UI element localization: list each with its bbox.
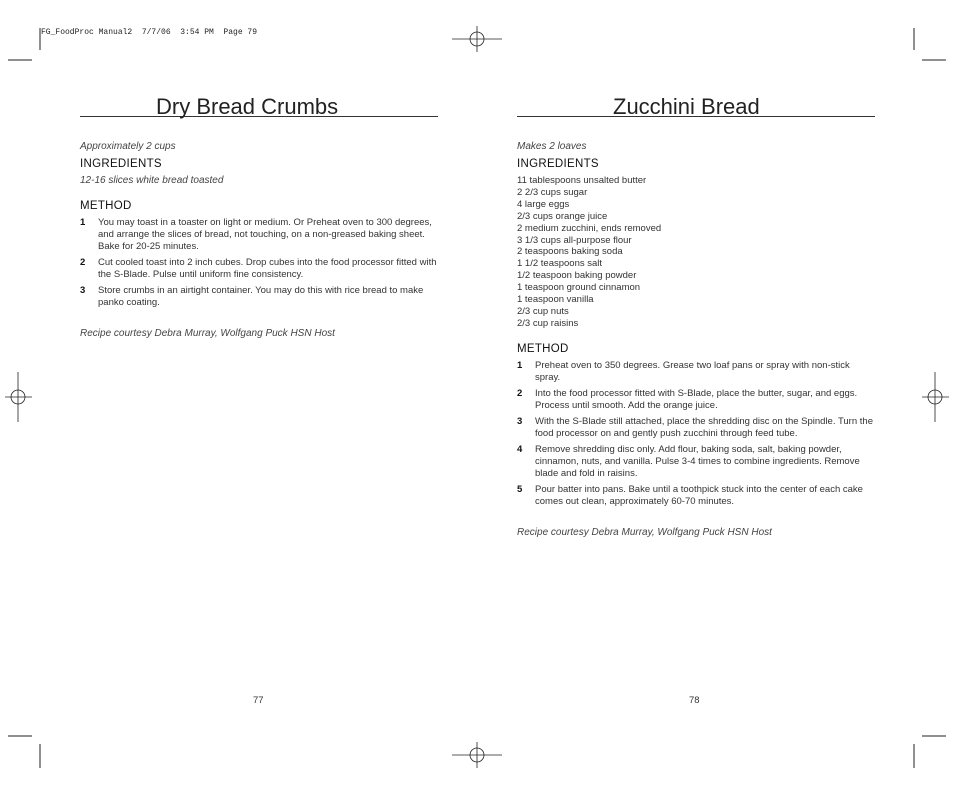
method-step: [80, 217, 438, 253]
registration-mark-bottom: [452, 742, 502, 768]
step-number: 2: [80, 257, 86, 268]
step-number: 1: [80, 217, 86, 228]
step-text: Into the food processor fitted with S-Blade, place the butter, sugar, and eggs. Process until smooth. Add the orange juice.: [535, 387, 858, 411]
method-step: [517, 360, 875, 384]
step-number: 4: [517, 443, 523, 455]
ingredient-item: 3 1/3 cups all-purpose flour: [517, 234, 632, 246]
ingredient-item: 1 1/2 teaspoons salt: [517, 258, 603, 270]
page-number: 77: [253, 695, 264, 706]
ingredient-item: 2/3 cup nuts: [517, 305, 569, 317]
step-number: 2: [517, 387, 523, 399]
recipe-credit: Recipe courtesy Debra Murray, Wolfgang Puck HSN Host: [517, 526, 772, 538]
step-number: 5: [517, 483, 523, 495]
page-number: 78: [689, 695, 700, 706]
registration-mark-right: [922, 372, 949, 422]
ingredient-item: 1 teaspoon vanilla: [517, 294, 594, 306]
recipe-yield: Makes 2 loaves: [517, 141, 587, 152]
method-steps: [80, 217, 438, 309]
recipe-yield: Approximately 2 cups: [80, 141, 176, 152]
ingredients-heading: INGREDIENTS: [517, 158, 599, 170]
page-left: [80, 92, 438, 340]
method-step: [80, 257, 438, 281]
step-text: Pour batter into pans. Bake until a toothpick stuck into the center of each cake comes out clean, approximately 60-70 minutes.: [535, 483, 863, 507]
method-step: [517, 416, 875, 440]
ingredient-item: 2/3 cup raisins: [517, 317, 579, 329]
step-text: Store crumbs in an airtight container. You may do this with rice bread to make panko coating.: [98, 285, 424, 308]
ingredient-item: 1/2 teaspoon baking powder: [517, 270, 637, 282]
registration-mark-left: [5, 372, 32, 422]
ingredient-item: 4 large eggs: [517, 198, 570, 210]
method-heading: METHOD: [80, 200, 132, 212]
method-step: [517, 444, 875, 480]
method-step: [80, 285, 438, 309]
ingredients-heading: INGREDIENTS: [80, 158, 162, 170]
step-text: With the S-Blade still attached, place the shredding disc on the Spindle. Turn the food processor on and gently push zucchini through feed tube.: [535, 415, 873, 439]
ingredient-item: 12-16 slices white bread toasted: [80, 175, 224, 186]
registration-mark-top: [452, 26, 502, 52]
ingredient-item: 2/3 cups orange juice: [517, 210, 608, 222]
step-text: Preheat oven to 350 degrees. Grease two loaf pans or spray with non-stick spray.: [535, 359, 850, 383]
method-steps: [517, 360, 875, 508]
step-number: 3: [517, 415, 523, 427]
step-text: Cut cooled toast into 2 inch cubes. Drop cubes into the food processor fitted with the S-Blade. Pulse until uniform fine consistency.: [98, 257, 437, 280]
method-step: [517, 484, 875, 508]
ingredient-item: 2 medium zucchini, ends removed: [517, 222, 662, 234]
step-number: 3: [80, 285, 86, 296]
recipe-title: Dry Bread Crumbs: [80, 92, 438, 117]
step-text: You may toast in a toaster on light or medium. Or Preheat oven to 300 degrees, and arrange the slices of bread, not touching, on a non-greased baking sheet. Bake for 20-25 minutes.: [98, 217, 432, 252]
recipe-title: Zucchini Bread: [517, 92, 875, 117]
step-text: Remove shredding disc only. Add flour, baking soda, salt, baking powder, cinnamon, nuts, and vanilla. Pulse 3-4 times to combine ingredients. Remove blade and fold in raisins.: [535, 443, 860, 479]
ingredients-list: [517, 175, 875, 330]
recipe-credit: Recipe courtesy Debra Murray, Wolfgang Puck HSN Host: [80, 328, 335, 339]
step-number: 1: [517, 359, 523, 371]
ingredient-item: 2 2/3 cups sugar: [517, 186, 588, 198]
ingredient-item: 1 teaspoon ground cinnamon: [517, 282, 641, 294]
print-slug: FG_FoodProc Manual2 7/7/06 3:54 PM Page 79: [41, 28, 258, 37]
ingredient-item: 2 teaspoons baking soda: [517, 246, 623, 258]
method-step: [517, 388, 875, 412]
page-right: [517, 92, 875, 539]
method-heading: METHOD: [517, 342, 569, 355]
ingredient-item: 11 tablespoons unsalted butter: [517, 175, 647, 186]
